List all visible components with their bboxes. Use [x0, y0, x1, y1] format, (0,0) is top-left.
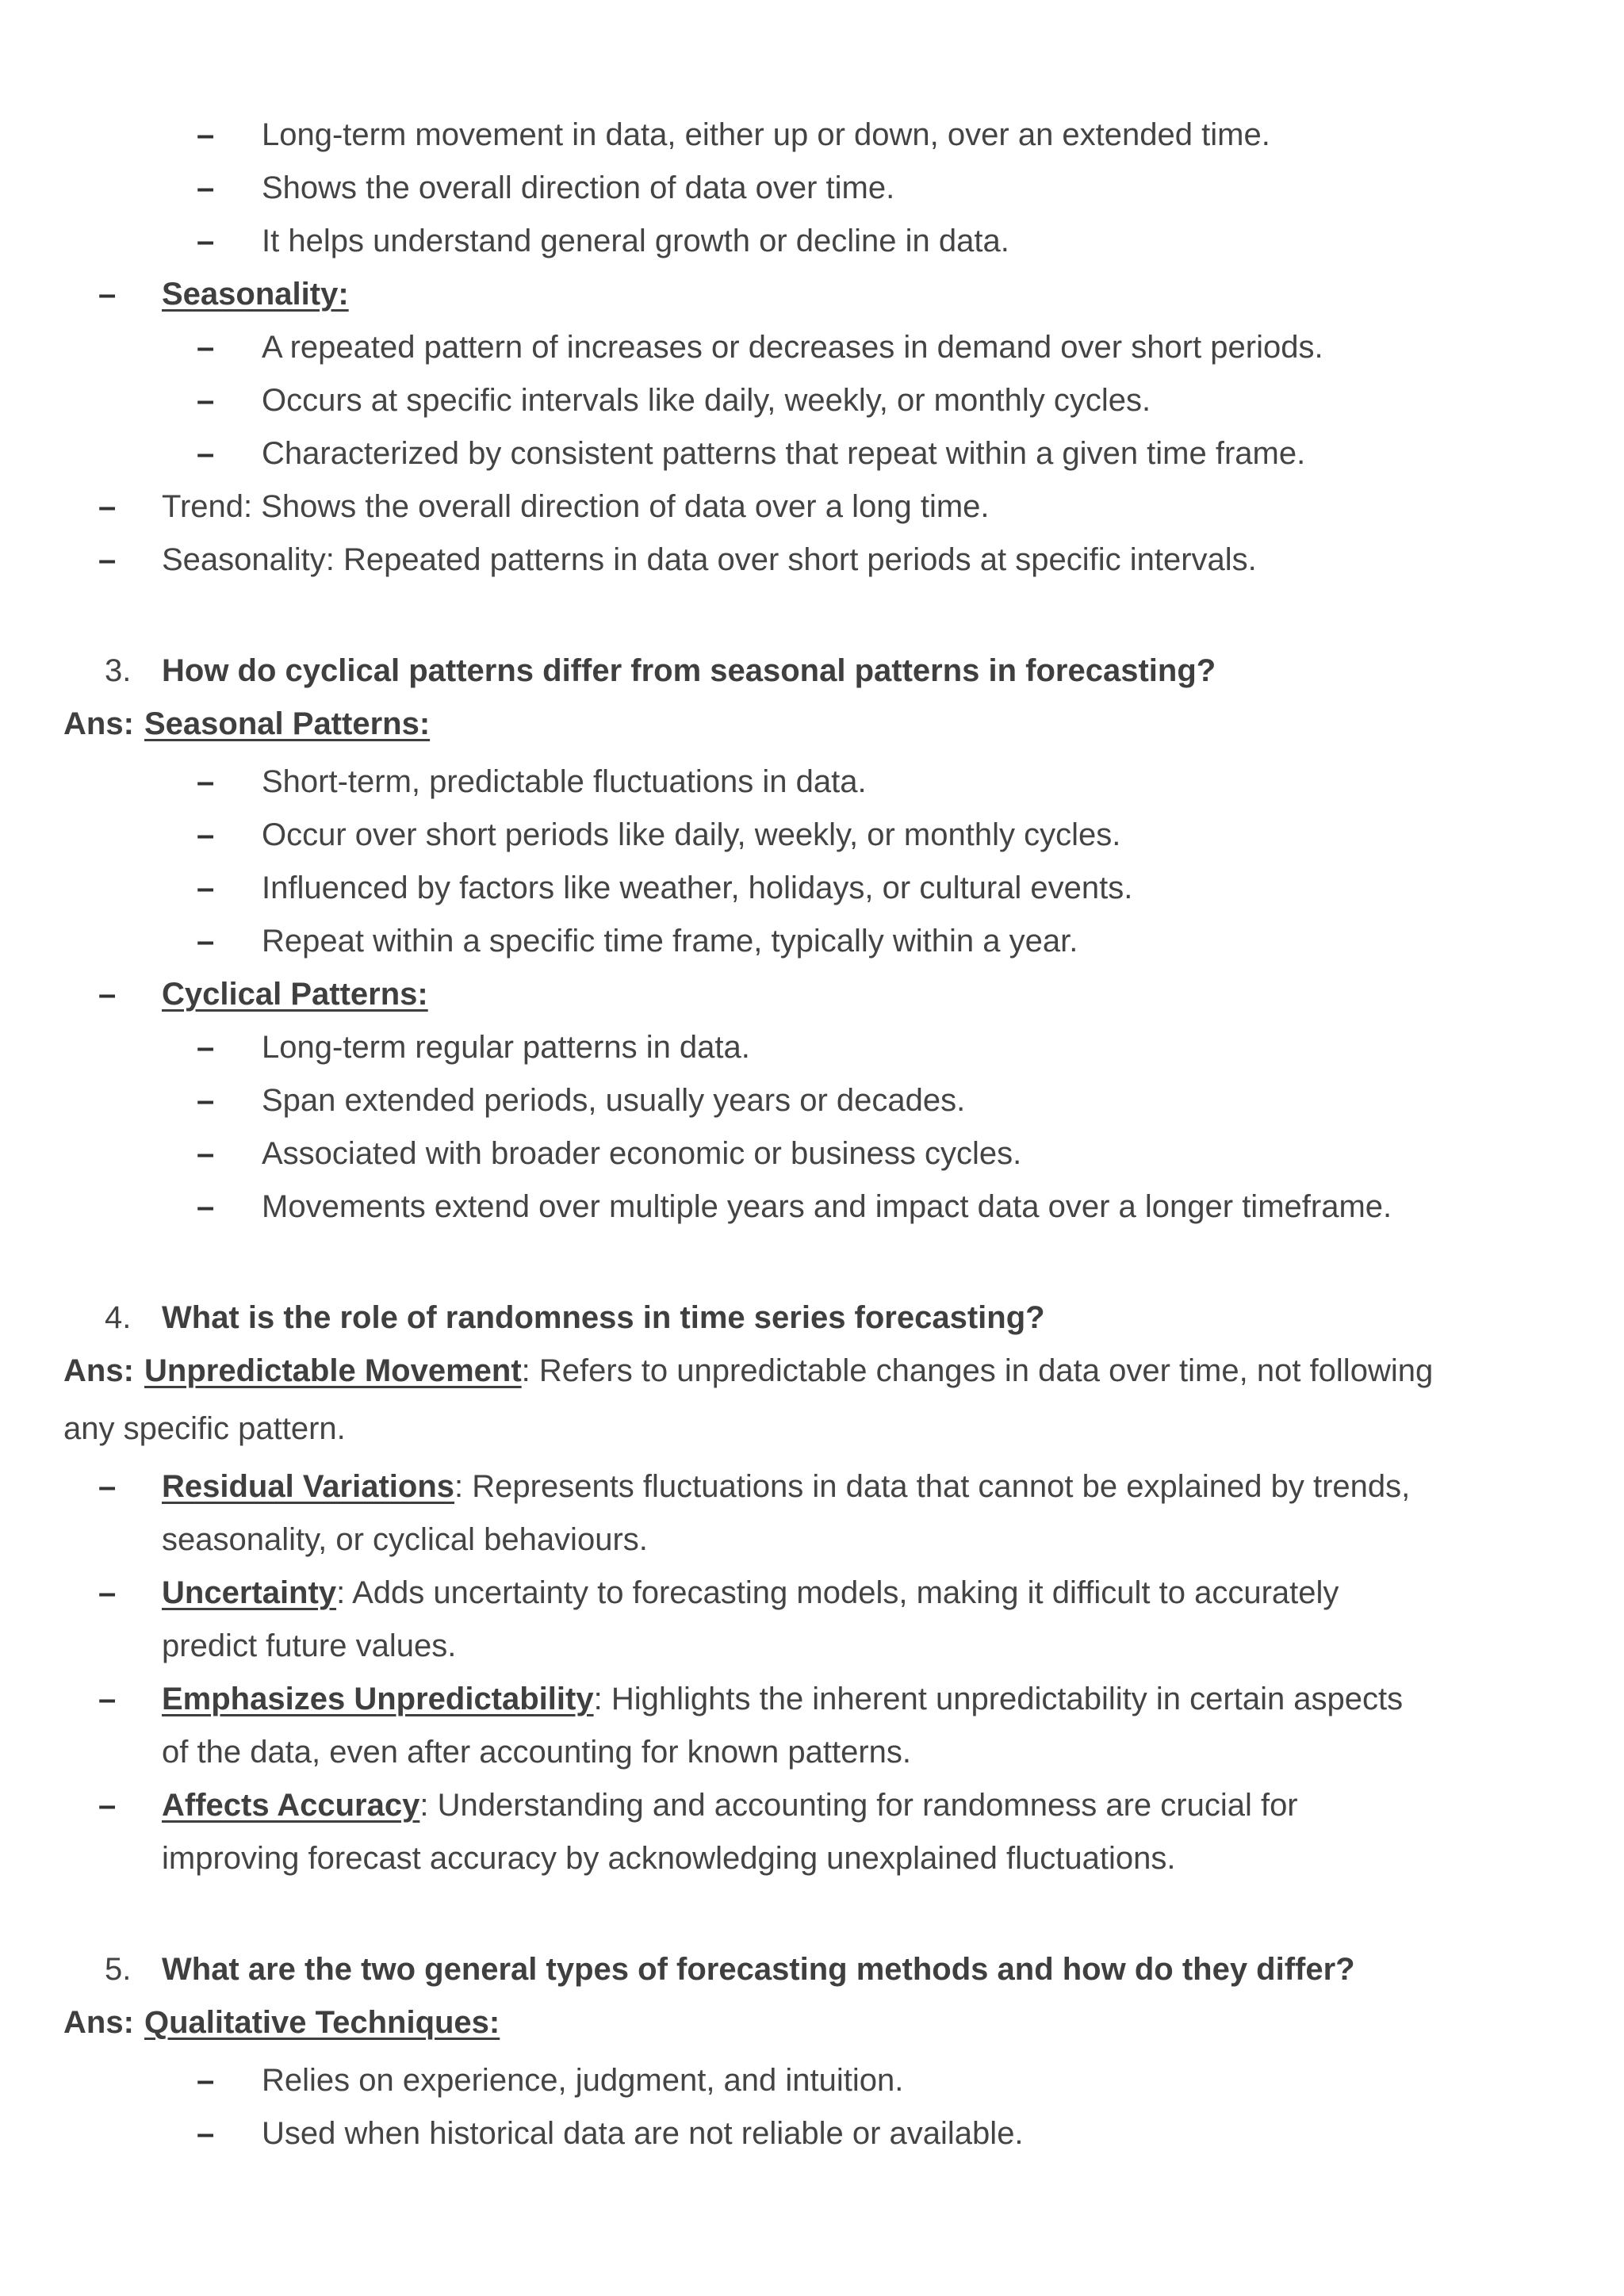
term-residual-variations: Residual Variations — [162, 1469, 455, 1504]
dash-bullet: – — [98, 1575, 117, 1610]
dash-bullet: – — [197, 224, 215, 258]
list-item-text: Seasonality: Repeated patterns in data over short periods at specific intervals. — [162, 542, 1257, 577]
term-emphasizes-unpredictability: Emphasizes Unpredictability — [162, 1682, 594, 1716]
answer-intro-line2: any specific pattern. — [63, 1411, 346, 1446]
list-item-text: Long-term movement in data, either up or down, over an extended time. — [262, 117, 1270, 152]
dash-bullet: – — [197, 2063, 215, 2098]
dash-bullet: – — [197, 817, 215, 852]
question-number: 3. — [105, 653, 132, 688]
dash-bullet: – — [197, 436, 215, 471]
list-item-text: seasonality, or cyclical behaviours. — [162, 1522, 648, 1557]
dash-bullet: – — [197, 117, 215, 152]
dash-bullet: – — [98, 542, 117, 577]
list-item-text: Associated with broader economic or business cycles. — [262, 1136, 1022, 1171]
list-item-text: Long-term regular patterns in data. — [262, 1030, 750, 1065]
question-number: 5. — [105, 1952, 132, 1987]
term-description: : Represents fluctuations in data that cannot be explained by trends, — [454, 1469, 1411, 1504]
dash-bullet: – — [197, 383, 215, 418]
dash-bullet: – — [98, 1788, 117, 1823]
dash-bullet: – — [197, 2116, 215, 2151]
dash-bullet: – — [197, 170, 215, 205]
list-item-text: Used when historical data are not reliable or available. — [262, 2116, 1024, 2151]
dash-bullet: – — [98, 277, 117, 312]
list-item-text: of the data, even after accounting for known patterns. — [162, 1735, 912, 1770]
list-item-text: Occur over short periods like daily, weekly, or monthly cycles. — [262, 817, 1121, 852]
list-item-text — [162, 1468, 1410, 1506]
list-item-text: Characterized by consistent patterns that repeat within a given time frame. — [262, 436, 1306, 471]
list-item-text: Span extended periods, usually years or decades. — [262, 1083, 966, 1118]
list-item-text: A repeated pattern of increases or decreases in demand over short periods. — [262, 330, 1323, 365]
list-item-text: predict future values. — [162, 1628, 457, 1663]
list-item-text: Movements extend over multiple years and impact data over a longer timeframe. — [262, 1189, 1392, 1224]
dash-bullet: – — [98, 1682, 117, 1716]
term-unpredictable-movement: Unpredictable Movement — [144, 1353, 522, 1388]
term-description: : Adds uncertainty to forecasting models, making it difficult to accurately — [336, 1575, 1339, 1610]
question-number: 4. — [105, 1300, 132, 1335]
dash-bullet: – — [98, 977, 117, 1012]
dash-bullet: – — [197, 1083, 215, 1118]
list-item-text: Trend: Shows the overall direction of data over a long time. — [162, 489, 990, 524]
section-heading-seasonal-patterns: Seasonal Patterns: — [144, 706, 431, 741]
list-item-text: Influenced by factors like weather, holidays, or cultural events. — [262, 871, 1133, 905]
dash-bullet: – — [98, 1469, 117, 1504]
dash-bullet: – — [98, 489, 117, 524]
term-uncertainty: Uncertainty — [162, 1575, 337, 1610]
list-item-text: Relies on experience, judgment, and intuition. — [262, 2063, 904, 2098]
dash-bullet: – — [197, 1136, 215, 1171]
answer-label: Ans: — [63, 1353, 134, 1388]
answer-intro-text — [144, 1352, 1433, 1390]
list-item-text: Short-term, predictable fluctuations in data. — [262, 764, 867, 799]
list-item-text: Occurs at specific intervals like daily, weekly, or monthly cycles. — [262, 383, 1151, 418]
section-heading-cyclical-patterns: Cyclical Patterns: — [162, 977, 428, 1012]
list-item-text — [162, 1786, 1298, 1824]
list-item-text: improving forecast accuracy by acknowledging unexplained fluctuations. — [162, 1841, 1176, 1876]
answer-label: Ans: — [63, 706, 134, 741]
answer-label: Ans: — [63, 2005, 134, 2040]
dash-bullet: – — [197, 764, 215, 799]
term-description: : Highlights the inherent unpredictability in certain aspects — [593, 1682, 1404, 1716]
dash-bullet: – — [197, 330, 215, 365]
answer-intro-rest: : Refers to unpredictable changes in data over time, not following — [521, 1353, 1434, 1388]
dash-bullet: – — [197, 924, 215, 959]
dash-bullet: – — [197, 1189, 215, 1224]
list-item-text: Repeat within a specific time frame, typically within a year. — [262, 924, 1078, 959]
list-item-text — [162, 1680, 1403, 1718]
list-item-text — [162, 1574, 1339, 1612]
list-item-text: Shows the overall direction of data over time. — [262, 170, 895, 205]
section-heading-qualitative-techniques: Qualitative Techniques: — [144, 2005, 500, 2040]
question-text: What are the two general types of forecasting methods and how do they differ? — [162, 1952, 1355, 1987]
dash-bullet: – — [197, 1030, 215, 1065]
term-description: : Understanding and accounting for randomness are crucial for — [419, 1788, 1298, 1823]
dash-bullet: – — [197, 871, 215, 905]
question-text: What is the role of randomness in time series forecasting? — [162, 1300, 1045, 1335]
list-item-text: It helps understand general growth or decline in data. — [262, 224, 1009, 258]
term-affects-accuracy: Affects Accuracy — [162, 1788, 420, 1823]
question-text: How do cyclical patterns differ from seasonal patterns in forecasting? — [162, 653, 1216, 688]
section-heading-seasonality: Seasonality: — [162, 277, 349, 312]
